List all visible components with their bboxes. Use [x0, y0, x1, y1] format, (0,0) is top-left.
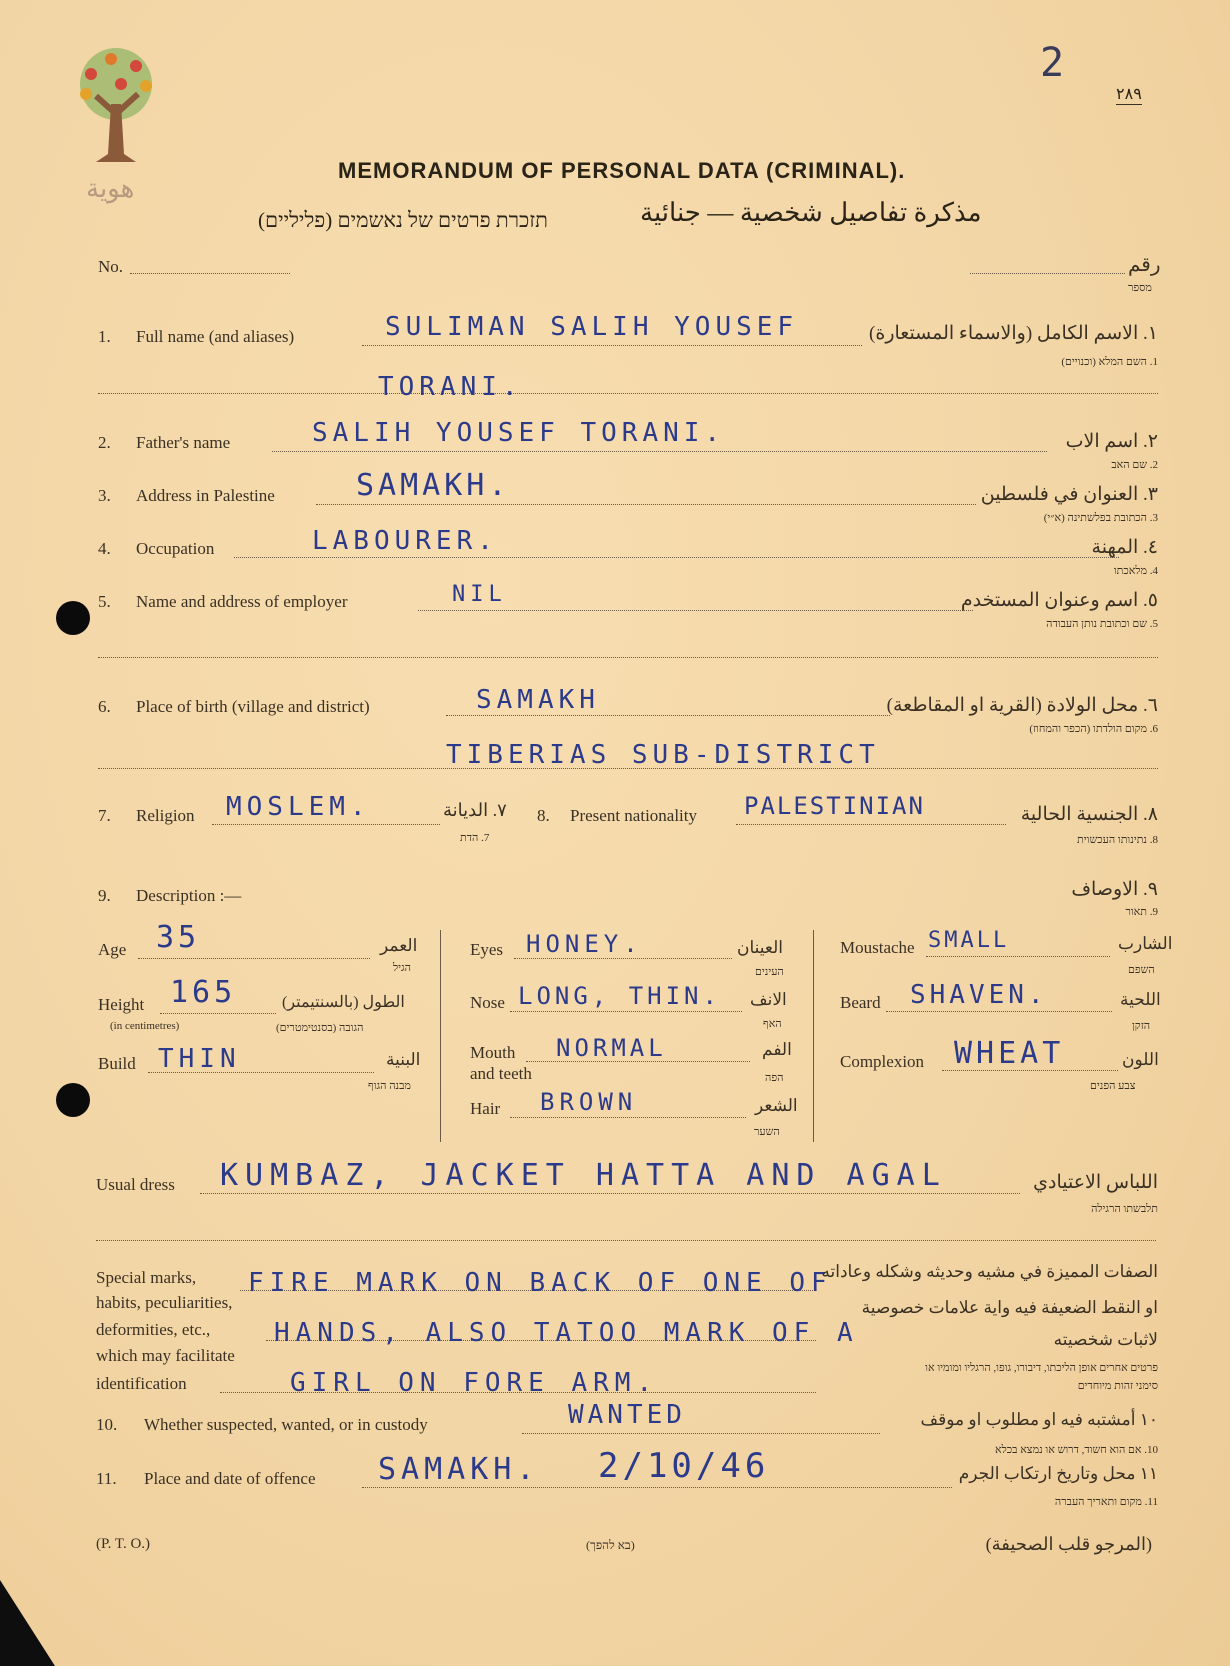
eyes-label-he: העינים	[755, 966, 784, 978]
no-label-he: מספר	[1128, 282, 1152, 294]
birth-place-value-2: TIBERIAS SUB-DISTRICT	[446, 740, 880, 770]
field2-label: Father's name	[136, 433, 231, 452]
field11-label-ar: ١١ محل وتاريخ ارتكاب الجرم	[958, 1464, 1158, 1483]
build-label: Build	[98, 1054, 136, 1073]
marks-label-5: identification	[96, 1374, 187, 1393]
field3-label-he: 3. הכתובת בפלשתינה (א״י)	[1043, 512, 1158, 524]
marks-label-1: Special marks,	[96, 1268, 197, 1287]
field11-label: Place and date of offence	[144, 1469, 316, 1488]
field1-label: Full name (and aliases)	[136, 327, 295, 346]
age-label-he: הגיל	[393, 962, 411, 974]
marks-label-he-2: סימני זהות מיוחדים	[1077, 1380, 1158, 1392]
complexion-label-he: צבע הפנים	[1090, 1080, 1136, 1092]
field8-label: Present nationality	[570, 806, 698, 825]
page-title: MEMORANDUM OF PERSONAL DATA (CRIMINAL).	[338, 158, 906, 183]
subtitle-hebrew: תזכרת פרטים של נאשמים (פליליים)	[258, 208, 548, 232]
field5-label-ar: ٥. اسم وعنوان المستخدم	[960, 590, 1158, 611]
marks-label-ar-3: لاثبات شخصيته	[1053, 1330, 1158, 1349]
build-value: THIN	[158, 1044, 241, 1074]
height-value: 165	[170, 975, 237, 1010]
arabic-page-number: ٢٨٩	[1116, 86, 1142, 103]
field9-label-ar: ٩. الاوصاف	[1071, 879, 1158, 900]
age-label: Age	[98, 940, 127, 959]
field4-label: Occupation	[136, 539, 215, 558]
field7-label: Religion	[136, 806, 195, 825]
field6-label-ar: ٦. محل الولادة (القرية او المقاطعة)	[886, 695, 1158, 716]
pto-label-he: (בא להפך)	[586, 1538, 635, 1552]
occupation-value: LABOURER.	[312, 526, 498, 556]
field10-number: 10.	[96, 1415, 118, 1434]
field9-number: 9.	[98, 886, 111, 905]
field6-label-he: 6. מקום הולדתו (הכפר והמחוז)	[1029, 723, 1158, 735]
field1-number: 1.	[98, 327, 111, 346]
moustache-value: SMALL	[928, 928, 1010, 953]
hair-value: BROWN	[540, 1088, 638, 1116]
field4-label-ar: ٤. المهنة	[1091, 537, 1158, 558]
full-name-value-2: TORANI.	[378, 372, 523, 402]
dress-label-he: תלבשתו הרגילה	[1091, 1203, 1158, 1215]
height-label: Height	[98, 995, 145, 1014]
marks-label-2: habits, peculiarities,	[96, 1293, 233, 1312]
field3-number: 3.	[98, 486, 111, 505]
birth-place-value: SAMAKH	[476, 685, 600, 715]
page-number: 2	[1040, 40, 1065, 86]
mouth-label-he: הפה	[765, 1072, 784, 1084]
marks-label-3: deformities, etc.,	[96, 1320, 211, 1339]
field5-number: 5.	[98, 592, 111, 611]
field10-label-ar: ١٠ أمشتبه فيه او مطلوب او موقف	[920, 1410, 1158, 1429]
field3-label: Address in Palestine	[136, 486, 275, 505]
father-name-value: SALIH YOUSEF TORANI.	[312, 418, 726, 448]
field11-label-he: 11. מקום ותאריך העברה	[1054, 1496, 1158, 1508]
pto-label-ar: (المرجو قلب الصحيفة)	[985, 1534, 1152, 1554]
field7-label-he: 7. הדת	[460, 832, 490, 844]
marks-value-2: HANDS, ALSO TATOO MARK OF A	[274, 1318, 859, 1348]
field11-number: 11.	[96, 1469, 117, 1488]
mouth-value: NORMAL	[556, 1034, 667, 1062]
nose-label-he: האף	[763, 1018, 782, 1030]
field7-number: 7.	[98, 806, 111, 825]
nationality-value: PALESTINIAN	[744, 792, 925, 820]
mouth-label: Mouth	[470, 1043, 516, 1062]
height-label-he: הגובה (בסנטימטרים)	[276, 1022, 364, 1034]
marks-label-ar-1: الصفات المميزة في مشيه وحديثه وشكله وعاداته	[821, 1262, 1158, 1281]
punch-hole	[56, 601, 90, 635]
nose-label: Nose	[470, 993, 505, 1012]
field10-label: Whether suspected, wanted, or in custody	[144, 1415, 428, 1434]
dress-value: KUMBAZ, JACKET HATTA AND AGAL	[220, 1158, 947, 1193]
field6-number: 6.	[98, 697, 111, 716]
marks-label-he-1: פרטים אחרים אופן הליכתו, דיבורו, גופו, הרגליו ומומיו או	[925, 1362, 1158, 1374]
pto-label: (P. T. O.)	[96, 1536, 151, 1552]
beard-label-ar: اللحية	[1120, 990, 1161, 1009]
field8-label-he: 8. נתינותו העכשוית	[1077, 834, 1158, 846]
punch-hole	[56, 1083, 90, 1117]
dress-label: Usual dress	[96, 1175, 175, 1194]
nose-label-ar: الانف	[750, 990, 787, 1009]
page-corner-shadow	[0, 1580, 70, 1666]
marks-label-ar-2: او النقط الضعيفة فيه واية علامات خصوصية	[861, 1298, 1158, 1317]
mouth-label-2: and teeth	[470, 1064, 532, 1083]
age-label-ar: العمر	[380, 936, 418, 955]
marks-label-4: which may facilitate	[96, 1346, 235, 1365]
complexion-value: WHEAT	[954, 1036, 1065, 1071]
subtitle-arabic: مذكرة تفاصيل شخصية — جنائية	[640, 198, 982, 227]
no-label: No.	[98, 257, 124, 276]
custody-value: WANTED	[568, 1400, 686, 1430]
beard-label: Beard	[840, 993, 881, 1012]
moustache-label-ar: الشارب	[1118, 934, 1173, 953]
eyes-label: Eyes	[470, 940, 504, 959]
field1-label-he: 1. השם המלא (וכנויים)	[1061, 356, 1158, 368]
offence-place-value: SAMAKH.	[378, 1452, 540, 1487]
offence-date-value: 2/10/46	[598, 1446, 770, 1486]
field8-label-ar: ٨. الجنسية الحالية	[1020, 804, 1158, 825]
employer-value: NIL	[452, 582, 507, 607]
mouth-label-ar: الفم	[762, 1040, 792, 1059]
marks-value-1: FIRE MARK ON BACK OF ONE OF	[248, 1268, 833, 1298]
dress-label-ar: اللباس الاعتيادي	[1033, 1172, 1158, 1193]
hair-label: Hair	[470, 1099, 501, 1118]
height-label-ar: الطول (بالسنتيمتر)	[282, 994, 405, 1011]
logo-text: هوية	[86, 174, 135, 203]
field7-label-ar: ٧. الديانة	[443, 800, 507, 820]
field2-number: 2.	[98, 433, 111, 452]
field9-label: Description :—	[136, 886, 242, 905]
field3-label-ar: ٣. العنوان في فلسطين	[980, 484, 1158, 505]
field2-label-he: 2. שם האב	[1111, 459, 1158, 471]
complexion-label: Complexion	[840, 1052, 925, 1071]
field2-label-ar: ٢. اسم الاب	[1065, 431, 1158, 452]
moustache-label-he: השפם	[1128, 964, 1155, 976]
field4-number: 4.	[98, 539, 111, 558]
beard-value: SHAVEN.	[910, 980, 1048, 1010]
field8-number: 8.	[537, 806, 550, 825]
hair-label-he: השער	[754, 1126, 780, 1138]
nose-value: LONG, THIN.	[518, 982, 721, 1010]
address-value: SAMAKH.	[356, 468, 511, 503]
full-name-value: SULIMAN SALIH YOUSEF	[385, 312, 799, 342]
marks-value-3: GIRL ON FORE ARM.	[290, 1368, 659, 1398]
religion-value: MOSLEM.	[226, 792, 371, 822]
hair-label-ar: الشعر	[755, 1096, 798, 1115]
build-label-ar: البنية	[386, 1050, 421, 1069]
field9-label-he: 9. תאור	[1125, 906, 1158, 918]
build-label-he: מבנה הגוף	[368, 1080, 411, 1092]
age-value: 35	[156, 920, 201, 955]
complexion-label-ar: اللون	[1122, 1050, 1159, 1069]
moustache-label: Moustache	[840, 938, 915, 957]
field10-label-he: 10. אם הוא חשוד, דרוש או נמצא בכלא	[995, 1444, 1158, 1456]
field6-label: Place of birth (village and district)	[136, 697, 370, 716]
eyes-value: HONEY.	[526, 930, 643, 958]
eyes-label-ar: العينان	[737, 938, 784, 957]
no-label-ar: رقم	[1128, 254, 1161, 276]
field1-label-ar: ١. الاسم الكامل (والاسماء المستعارة)	[869, 323, 1158, 344]
height-sub: (in centimetres)	[110, 1020, 180, 1032]
field5-label: Name and address of employer	[136, 592, 348, 611]
field5-label-he: 5. שם וכתובת נותן העבודה	[1046, 618, 1158, 630]
field4-label-he: 4. מלאכתו	[1113, 565, 1158, 577]
tree-logo-icon	[66, 44, 166, 174]
tree-logo	[66, 44, 166, 224]
beard-label-he: הזקן	[1132, 1020, 1151, 1032]
